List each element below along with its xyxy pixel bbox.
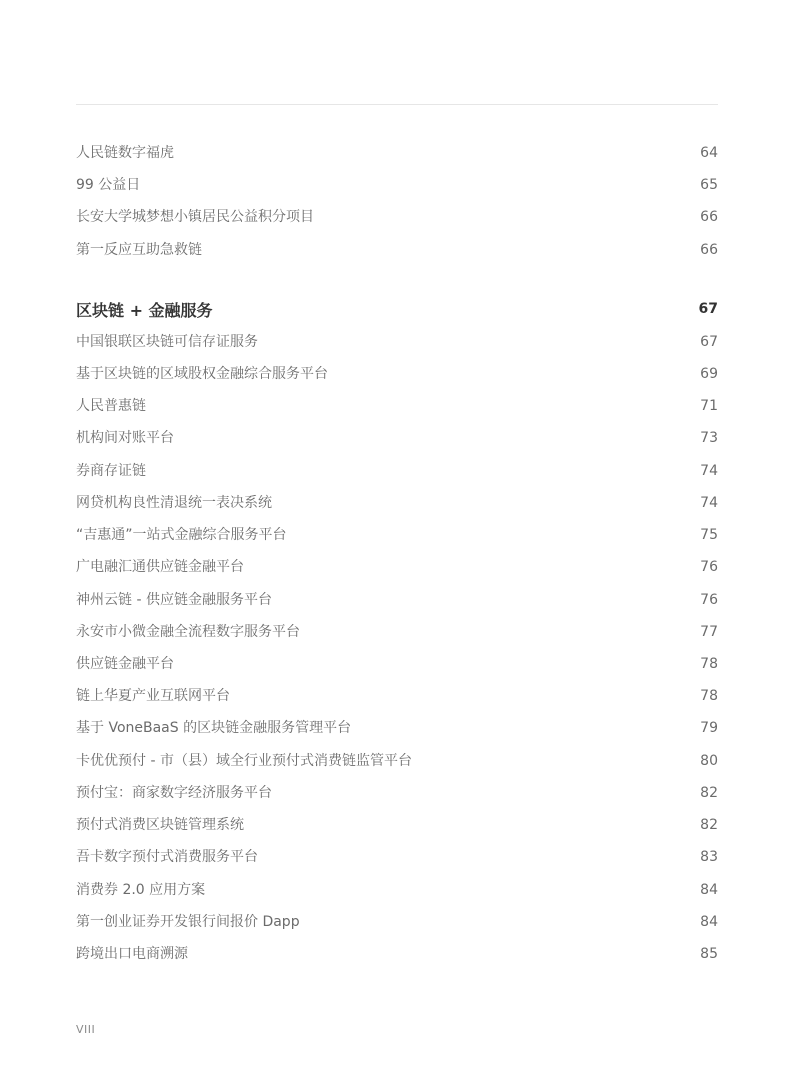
- toc-entry[interactable]: [76, 174, 718, 196]
- toc-entry[interactable]: [76, 395, 718, 417]
- toc-entry-title: 基于区块链的区域股权金融综合服务平台: [76, 366, 328, 382]
- toc-entry-page: 74: [700, 495, 718, 511]
- toc-entry-title: 第一反应互助急救链: [76, 242, 202, 258]
- toc-entry[interactable]: [76, 750, 718, 772]
- toc-entry[interactable]: [76, 331, 718, 353]
- toc-entry-title: 机构间对账平台: [76, 430, 174, 446]
- toc-entry-title: 卡优优预付 - 市（县）域全行业预付式消费链监管平台: [76, 753, 412, 769]
- toc-entry-page: 67: [700, 334, 718, 350]
- toc-entry-page: 76: [700, 559, 718, 575]
- toc-entry[interactable]: [76, 911, 718, 933]
- toc-entry-title: 券商存证链: [76, 463, 146, 479]
- toc-entry-title: 长安大学城梦想小镇居民公益积分项目: [76, 209, 314, 225]
- toc-entry-title: 消费券 2.0 应用方案: [76, 882, 206, 898]
- toc-section-page: 67: [698, 301, 718, 317]
- toc-entry-title: 第一创业证券开发银行间报价 Dapp: [76, 914, 300, 930]
- toc-entry-title: 永安市小微金融全流程数字服务平台: [76, 624, 300, 640]
- toc-entry-page: 83: [700, 849, 718, 865]
- toc-entry-title: 人民普惠链: [76, 398, 146, 414]
- toc-entry[interactable]: [76, 621, 718, 643]
- toc-entry-title: 基于 VoneBaaS 的区块链金融服务管理平台: [76, 720, 352, 736]
- toc-entry-page: 69: [700, 366, 718, 382]
- toc-entry[interactable]: [76, 427, 718, 449]
- toc-entry-page: 85: [700, 946, 718, 962]
- toc-entry-page: 84: [700, 914, 718, 930]
- toc-entry-page: 65: [700, 177, 718, 193]
- toc-entry-page: 73: [700, 430, 718, 446]
- toc-entry-title: 跨境出口电商溯源: [76, 946, 188, 962]
- page-number-footer: VIII: [76, 1023, 96, 1036]
- toc-entry-title: 广电融汇通供应链金融平台: [76, 559, 244, 575]
- toc-entry[interactable]: [76, 653, 718, 675]
- toc-entry-page: 64: [700, 145, 718, 161]
- toc-entry-page: 78: [700, 688, 718, 704]
- toc-entry[interactable]: [76, 556, 718, 578]
- toc-entry[interactable]: [76, 589, 718, 611]
- toc-entry-page: 76: [700, 592, 718, 608]
- toc-entry[interactable]: [76, 717, 718, 739]
- toc-entry-page: 71: [700, 398, 718, 414]
- toc-entry[interactable]: [76, 782, 718, 804]
- toc-section-heading[interactable]: [76, 297, 718, 321]
- toc-entry[interactable]: [76, 363, 718, 385]
- header-divider: [76, 104, 718, 105]
- toc-entry-page: 66: [700, 242, 718, 258]
- toc-entry-page: 77: [700, 624, 718, 640]
- toc-entry-title: 吾卡数字预付式消费服务平台: [76, 849, 258, 865]
- toc-entry-page: 66: [700, 209, 718, 225]
- toc-entry-page: 79: [700, 720, 718, 736]
- toc-entry-page: 82: [700, 817, 718, 833]
- toc-entry-title: 网贷机构良性清退统一表决系统: [76, 495, 272, 511]
- toc-entry-title: 中国银联区块链可信存证服务: [76, 334, 258, 350]
- toc-entry[interactable]: [76, 142, 718, 164]
- toc-entry[interactable]: [76, 206, 718, 228]
- toc-entry-title: “吉惠通”一站式金融综合服务平台: [76, 527, 287, 543]
- toc-entry-title: 预付宝：商家数字经济服务平台: [76, 785, 272, 801]
- toc-entry-page: 84: [700, 882, 718, 898]
- toc-entry-title: 链上华夏产业互联网平台: [76, 688, 230, 704]
- toc-entry-page: 82: [700, 785, 718, 801]
- toc-entry[interactable]: [76, 846, 718, 868]
- toc-entry-title: 神州云链 - 供应链金融服务平台: [76, 592, 272, 608]
- toc-entry[interactable]: [76, 492, 718, 514]
- toc-entry-title: 99 公益日: [76, 177, 141, 193]
- toc-entry-title: 人民链数字福虎: [76, 145, 174, 161]
- toc-entry[interactable]: [76, 460, 718, 482]
- toc-entry-page: 78: [700, 656, 718, 672]
- toc-section-title: 区块链 + 金融服务: [76, 300, 213, 320]
- toc-entry-title: 预付式消费区块链管理系统: [76, 817, 244, 833]
- toc-entry[interactable]: [76, 879, 718, 901]
- toc-entry-page: 80: [700, 753, 718, 769]
- toc-entry[interactable]: [76, 685, 718, 707]
- toc-entry-page: 74: [700, 463, 718, 479]
- toc-entry[interactable]: [76, 814, 718, 836]
- toc-entry-title: 供应链金融平台: [76, 656, 174, 672]
- toc-entry[interactable]: [76, 943, 718, 965]
- toc-entry[interactable]: [76, 524, 718, 546]
- toc-entry-page: 75: [700, 527, 718, 543]
- toc-entry[interactable]: [76, 239, 718, 261]
